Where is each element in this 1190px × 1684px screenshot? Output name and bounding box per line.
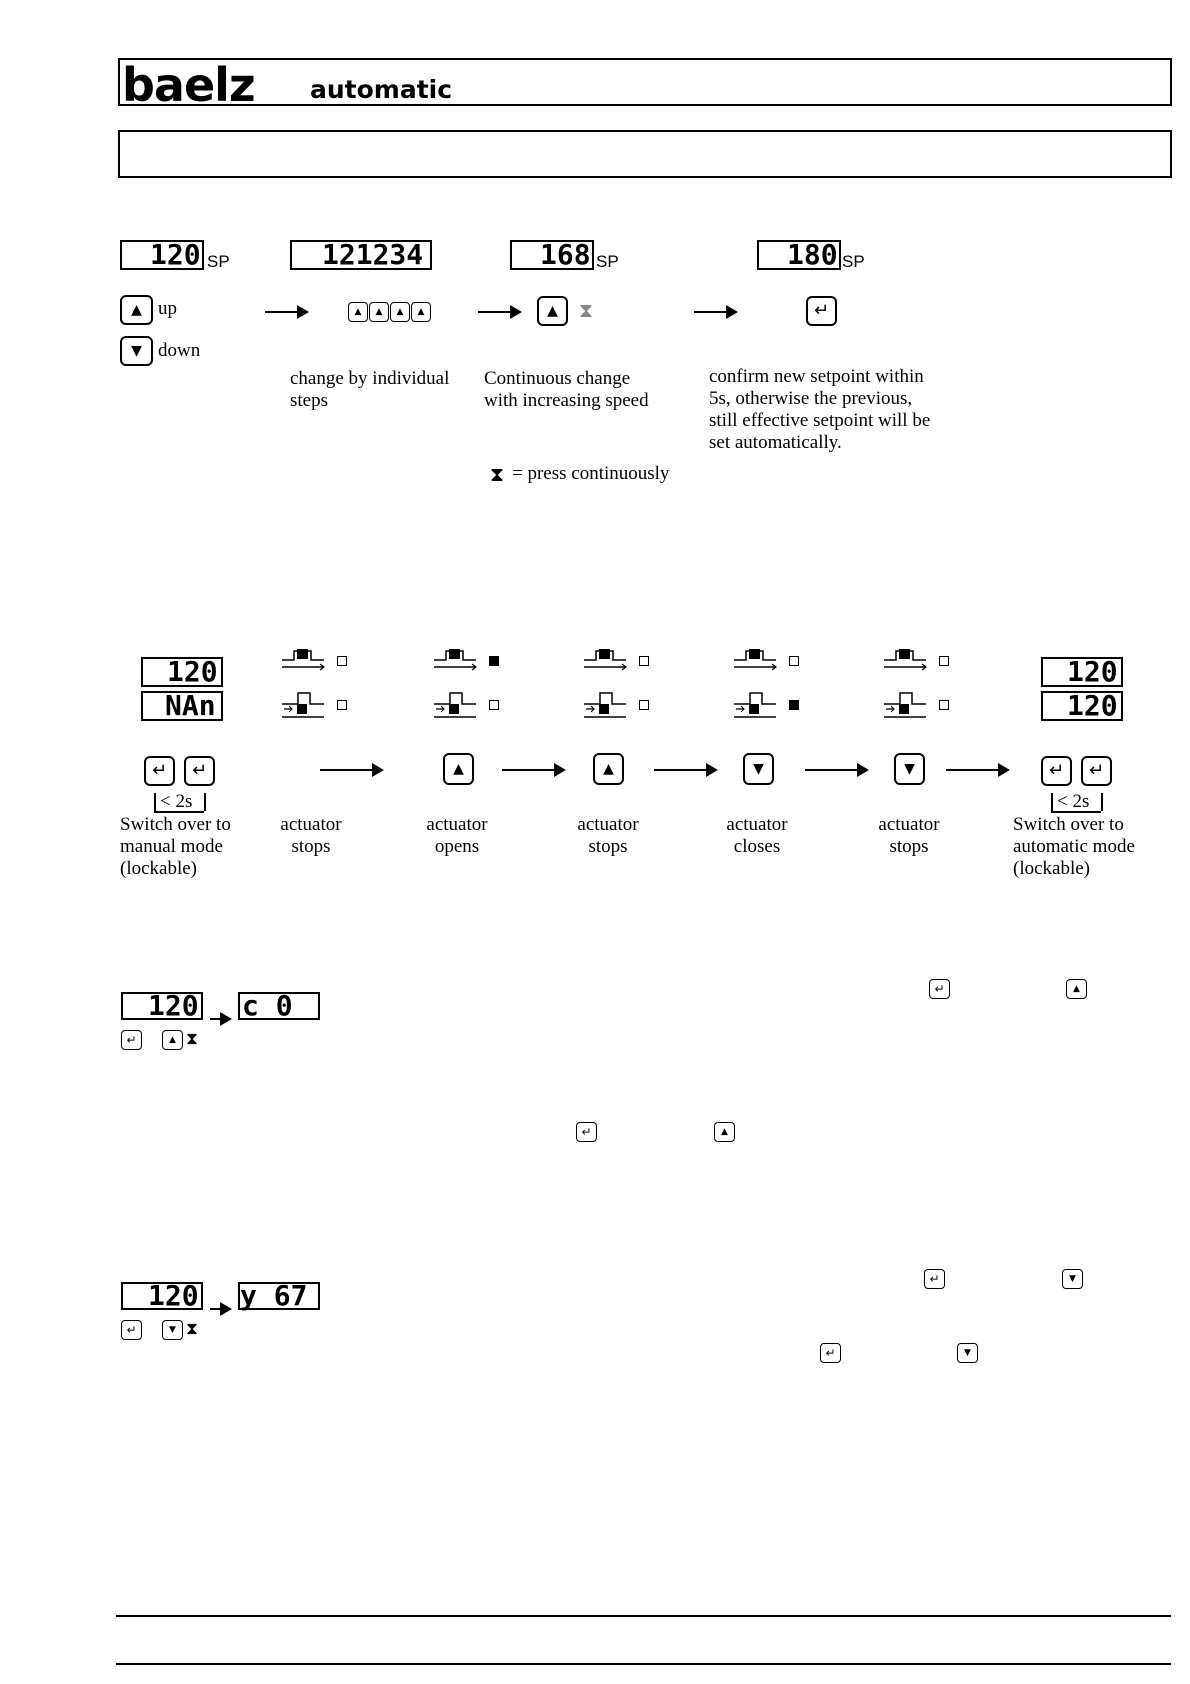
open-output-icon	[280, 647, 328, 675]
bracket	[204, 793, 206, 811]
down-key[interactable]	[894, 753, 925, 785]
display-value: 120	[1067, 689, 1118, 722]
up-arrow-icon: ▲	[375, 306, 383, 317]
down-arrow-icon: ▼	[1069, 1273, 1076, 1284]
caption-manual: Switch over to manual mode (lockable)	[120, 814, 231, 879]
open-output-icon	[582, 647, 630, 675]
caption-stops-3: actuator stops	[878, 814, 940, 857]
enter-icon: ↵	[151, 760, 168, 781]
enter-icon: ↵	[813, 300, 830, 321]
footer-divider	[116, 1615, 1171, 1617]
close-indicator	[337, 700, 347, 710]
down-key-small[interactable]	[162, 1320, 183, 1340]
enter-icon: ↵	[934, 982, 945, 996]
up-arrow-icon: ▲	[169, 1034, 176, 1045]
up-arrow-icon: ▲	[131, 302, 142, 318]
up-arrow-icon: ▲	[721, 1126, 728, 1137]
up-key-4[interactable]	[411, 302, 431, 322]
enter-icon: ↵	[191, 760, 208, 781]
up-key-2[interactable]	[369, 302, 389, 322]
up-arrow-icon: ▲	[396, 306, 404, 317]
up-arrow-icon: ▲	[453, 761, 464, 777]
display-value: 120	[148, 1279, 199, 1312]
enter-icon: ↵	[126, 1033, 137, 1047]
down-arrow-icon: ▼	[169, 1324, 176, 1335]
close-indicator	[489, 700, 499, 710]
close-output-icon	[280, 690, 328, 720]
enter-icon: ↵	[825, 1346, 836, 1360]
open-output-icon	[882, 647, 930, 675]
down-arrow-icon: ▼	[131, 343, 142, 359]
enter-key[interactable]	[1081, 756, 1112, 786]
down-key[interactable]	[743, 753, 774, 785]
close-output-icon	[582, 690, 630, 720]
up-key[interactable]	[120, 295, 153, 325]
flow-arrow	[265, 311, 307, 313]
enter-icon: ↵	[1088, 760, 1105, 781]
up-arrow-icon: ▲	[354, 306, 362, 317]
display-value: 121234	[322, 238, 424, 271]
display-value: 120	[150, 238, 201, 271]
flow-arrow	[694, 311, 736, 313]
enter-key[interactable]	[184, 756, 215, 786]
step-note: change by individual steps	[290, 368, 450, 411]
display-value: 120	[167, 655, 218, 688]
enter-icon: ↵	[929, 1272, 940, 1286]
down-label: down	[158, 340, 201, 361]
enter-icon: ↵	[126, 1323, 137, 1337]
caption-opens: actuator opens	[426, 814, 488, 857]
flow-arrow	[210, 1018, 230, 1020]
up-key[interactable]	[443, 753, 474, 785]
lt2s-label: < 2s	[1057, 791, 1090, 812]
down-arrow-icon: ▼	[904, 761, 915, 777]
display-value: y 67	[240, 1279, 308, 1312]
up-arrow-icon: ▲	[547, 303, 558, 319]
flow-arrow	[805, 769, 867, 771]
up-key[interactable]	[593, 753, 624, 785]
close-indicator	[939, 700, 949, 710]
open-indicator	[489, 656, 499, 666]
flow-arrow	[654, 769, 716, 771]
close-output-icon	[882, 690, 930, 720]
open-indicator	[789, 656, 799, 666]
enter-key-small[interactable]	[121, 1030, 142, 1050]
caption-stops-2: actuator stops	[577, 814, 639, 857]
close-indicator	[639, 700, 649, 710]
header-box	[118, 58, 1172, 112]
confirm-note: confirm new setpoint within 5s, otherwise the previous, still effective setpoint will be set automatically.	[709, 366, 931, 453]
hourglass-note: = press continuously	[512, 463, 670, 484]
lt2s-label: < 2s	[160, 791, 193, 812]
open-indicator	[939, 656, 949, 666]
enter-icon: ↵	[1048, 760, 1065, 781]
flow-arrow	[210, 1308, 230, 1310]
up-arrow-icon: ▲	[1073, 983, 1080, 994]
down-key-small[interactable]	[1062, 1269, 1083, 1289]
down-key[interactable]	[120, 336, 153, 366]
display-value: NAn	[165, 689, 216, 722]
brand-logo: baelz	[122, 58, 255, 112]
caption-stops-1: actuator stops	[280, 814, 342, 857]
bracket	[1051, 793, 1053, 811]
display-value: c 0	[242, 989, 293, 1022]
bracket	[1101, 793, 1103, 811]
up-label: up	[158, 298, 177, 319]
enter-key[interactable]	[144, 756, 175, 786]
up-arrow-icon: ▲	[603, 761, 614, 777]
footer-divider	[116, 1663, 1171, 1665]
enter-key-small[interactable]	[576, 1122, 597, 1142]
open-indicator	[337, 656, 347, 666]
close-output-icon	[432, 690, 480, 720]
flow-arrow	[478, 311, 520, 313]
enter-key[interactable]	[806, 296, 837, 326]
hourglass-icon: ⧗	[490, 462, 505, 486]
hourglass-icon: ⧗	[186, 1029, 198, 1049]
up-key-hold[interactable]	[537, 296, 568, 326]
flow-arrow	[946, 769, 1008, 771]
caption-automatic: Switch over to automatic mode (lockable)	[1013, 814, 1135, 879]
sp-label: SP	[842, 252, 865, 271]
continuous-note: Continuous change with increasing speed	[484, 368, 649, 411]
open-output-icon	[432, 647, 480, 675]
up-key-small[interactable]	[714, 1122, 735, 1142]
caption-closes: actuator closes	[726, 814, 788, 857]
display-value: 180	[787, 238, 838, 271]
enter-key[interactable]	[1041, 756, 1072, 786]
enter-key-small[interactable]	[121, 1320, 142, 1340]
display-value: 120	[1067, 655, 1118, 688]
display-value: 168	[540, 238, 591, 271]
open-output-icon	[732, 647, 780, 675]
flow-arrow	[320, 769, 382, 771]
down-key-small[interactable]	[957, 1343, 978, 1363]
up-key-small[interactable]	[1066, 979, 1087, 999]
up-key-3[interactable]	[390, 302, 410, 322]
flow-arrow	[502, 769, 564, 771]
title-box	[118, 130, 1172, 178]
enter-key-small[interactable]	[924, 1269, 945, 1289]
enter-key-small[interactable]	[820, 1343, 841, 1363]
enter-key-small[interactable]	[929, 979, 950, 999]
down-arrow-icon: ▼	[964, 1347, 971, 1358]
hourglass-icon: ⧗	[579, 298, 594, 322]
up-key-1[interactable]	[348, 302, 368, 322]
sp-label: SP	[596, 252, 619, 271]
up-key-small[interactable]	[162, 1030, 183, 1050]
down-arrow-icon: ▼	[753, 761, 764, 777]
sp-label: SP	[207, 252, 230, 271]
close-indicator	[789, 700, 799, 710]
open-indicator	[639, 656, 649, 666]
enter-icon: ↵	[581, 1125, 592, 1139]
display-value: 120	[148, 989, 199, 1022]
hourglass-icon: ⧗	[186, 1319, 198, 1339]
brand-subtitle: automatic	[310, 75, 453, 104]
bracket	[154, 793, 156, 811]
close-output-icon	[732, 690, 780, 720]
up-arrow-icon: ▲	[417, 306, 425, 317]
